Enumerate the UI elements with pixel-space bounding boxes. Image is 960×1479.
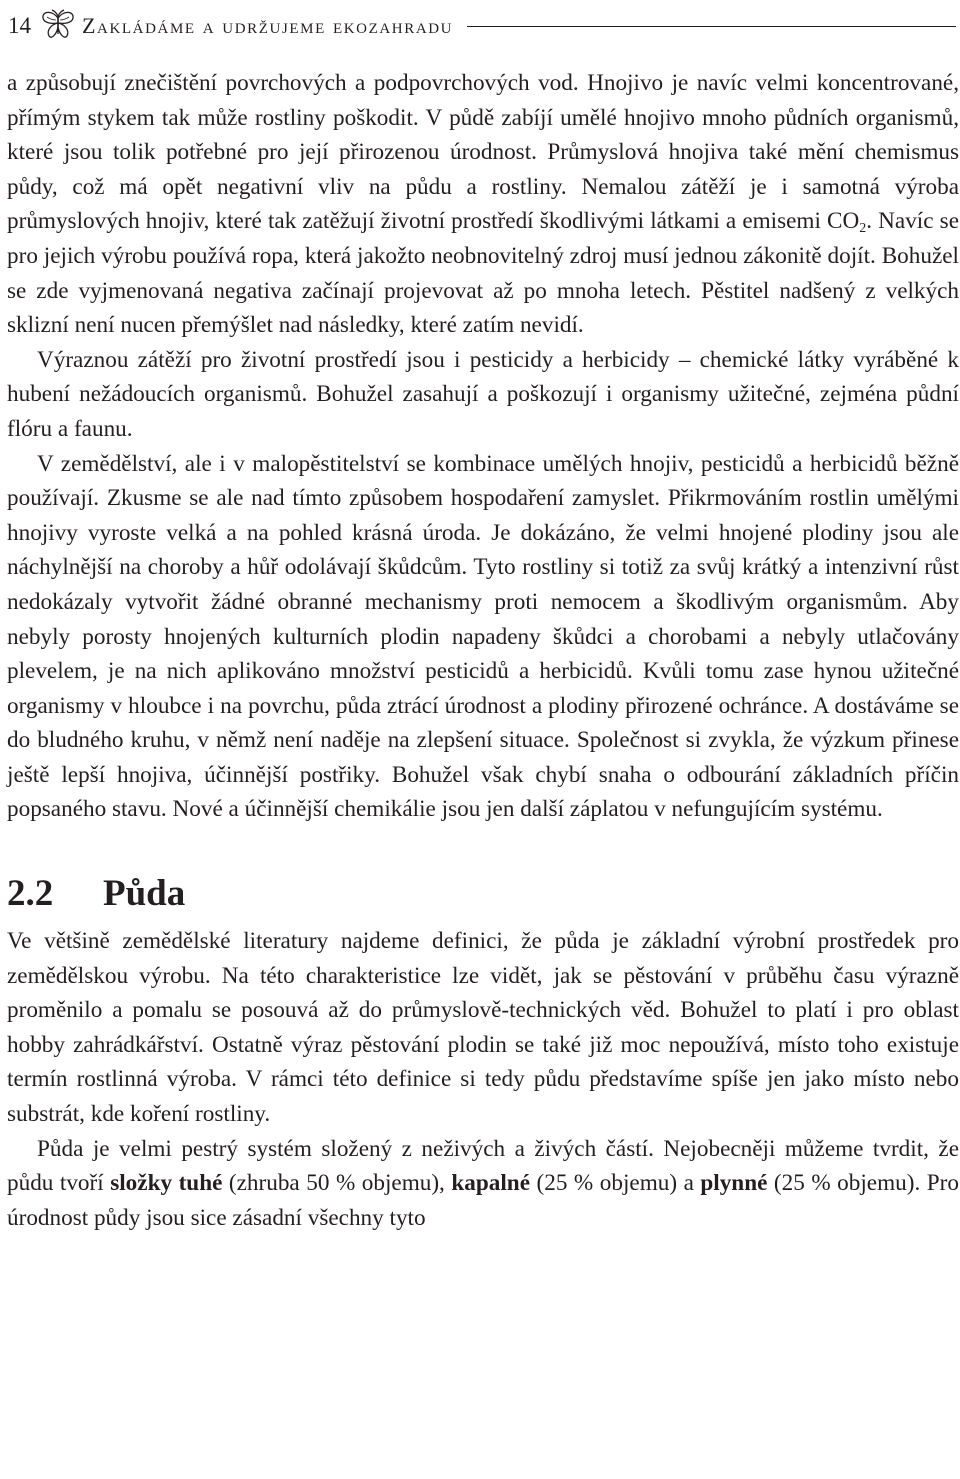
subscript: 2 — [859, 221, 867, 237]
paragraph-pesticides: Výraznou zátěží pro životní prostředí jsou i pesticidy a herbicidy – chemické látky vyráběné k hubení nežádoucích organismů. Bohužel zasahují a poškozují i organismy užitečné, zejména půdní flóru a faunu. — [7, 346, 959, 442]
bold-term-gas: plynné — [700, 1170, 768, 1197]
section-heading — [7, 874, 959, 914]
header-rule — [467, 26, 956, 27]
section-title: Půda — [103, 873, 186, 915]
paragraph-text: (25 % objemu) a — [529, 1170, 701, 1197]
paragraph-fertilizer-impact — [7, 66, 959, 343]
paragraph-text: a způsobují znečištění povrchových a podpovrchových vod. Hnojivo je navíc velmi koncentrované, přímým stykem tak může rostliny poškodit. V půdě zabíjí umělé hnojivo mnoho půdních organismů, které jsou tolik potřebné pro její přirozenou úrodnost. Průmyslová hnojiva také mění chemismus půdy, což má opět negativní vliv na půdu a rostliny. Nemalou zátěží je i samotná výroba průmyslových hnojiv, které tak zatěžují životní prostředí škodlivými látkami a emisemi CO — [7, 70, 959, 235]
bold-term-liquid: kapalné — [451, 1170, 530, 1197]
running-title: Zakládáme a udržujeme ekozahradu — [82, 13, 454, 38]
paragraph-soil-composition — [7, 1132, 959, 1236]
paragraph-text: (zhruba 50 % objemu), — [222, 1170, 452, 1197]
paragraph-vicious-circle: V zemědělství, ale i v malopěstitelství se kombinace umělých hnojiv, pesticidů a herbicidů běžně používají. Zkusme se ale nad tímto způsobem hospodaření zamyslet. Přikrmováním rostlin umělými hnojivy vyroste velká a na pohled krásná úroda. Je dokázáno, že velmi hnojené plodiny jsou ale náchylnější na choroby a hůř odolávají škůdcům. Tyto rostliny si totiž za svůj krátký a intenzivní růst nedokázaly vytvořit žádné obranné mechanismy proti nemocem a škodlivým organismům. Aby nebyly porosty hnojených kulturních plodin napadeny škůdci a chorobami a nebyly utlačovány plevelem, je na nich aplikováno množství pesticidů a herbicidů. Kvůli tomu zase hynou užitečné organismy v hloubce i na povrchu, půda ztrácí úrodnost a plodiny přirozené ochránce. A dostáváme se do bludného kruhu, v němž není naděje na zlepšení situace. Společnost si zvykla, že výzkum přinese ještě lepší hnojiva, účinnější postřiky. Bohužel však chybí snaha o odbourání základních příčin popsaného stavu. Nové a účinnější chemikálie jsou jen další záplatou v nefungujícím systému. — [7, 450, 959, 823]
section-number: 2.2 — [7, 873, 54, 915]
bold-term-solid: složky tuhé — [110, 1170, 223, 1197]
butterfly-icon — [38, 8, 78, 44]
paragraph-text: Půda je velmi pestrý systém složený z neživých a živých částí. Nejobecněji můžeme tvrdit, že půdu tvoří — [7, 1135, 959, 1197]
page-number: 14 — [8, 13, 31, 38]
main-text — [7, 66, 959, 1235]
paragraph-soil-definition: Ve většině zemědělské literatury najdeme definici, že půda je základní výrobní prostředek pro zemědělskou výrobu. Na této charakteristice lze vidět, jak se pěstování v průběhu času výrazně proměnilo a pomalu se posouvá až do průmyslově-technických věd. Bohužel to platí i pro oblast hobby zahrádkářství. Ostatně výraz pěstování plodin se také již moc nepoužívá, místo toho existuje termín rostlinná výroba. V rámci této definice si tedy půdu představíme spíše jen jako místo nebo substrát, kde koření rostliny. — [7, 928, 959, 1128]
paragraph-text: (25 % objemu). Pro úrodnost půdy jsou sice zásadní všechny tyto — [7, 1170, 959, 1231]
page-header — [8, 8, 958, 44]
paragraph-text: . Navíc se pro jejich výrobu používá ropa, která jakožto neobnovitelný zdroj musí jednou zákonitě dojít. Bohužel se zde vyjmenovaná negativa začínají projevovat až po mnoha letech. Pěstitel nadšený z velkých sklizní není nucen přemýšlet nad následky, které zatím nevidí. — [7, 208, 959, 339]
